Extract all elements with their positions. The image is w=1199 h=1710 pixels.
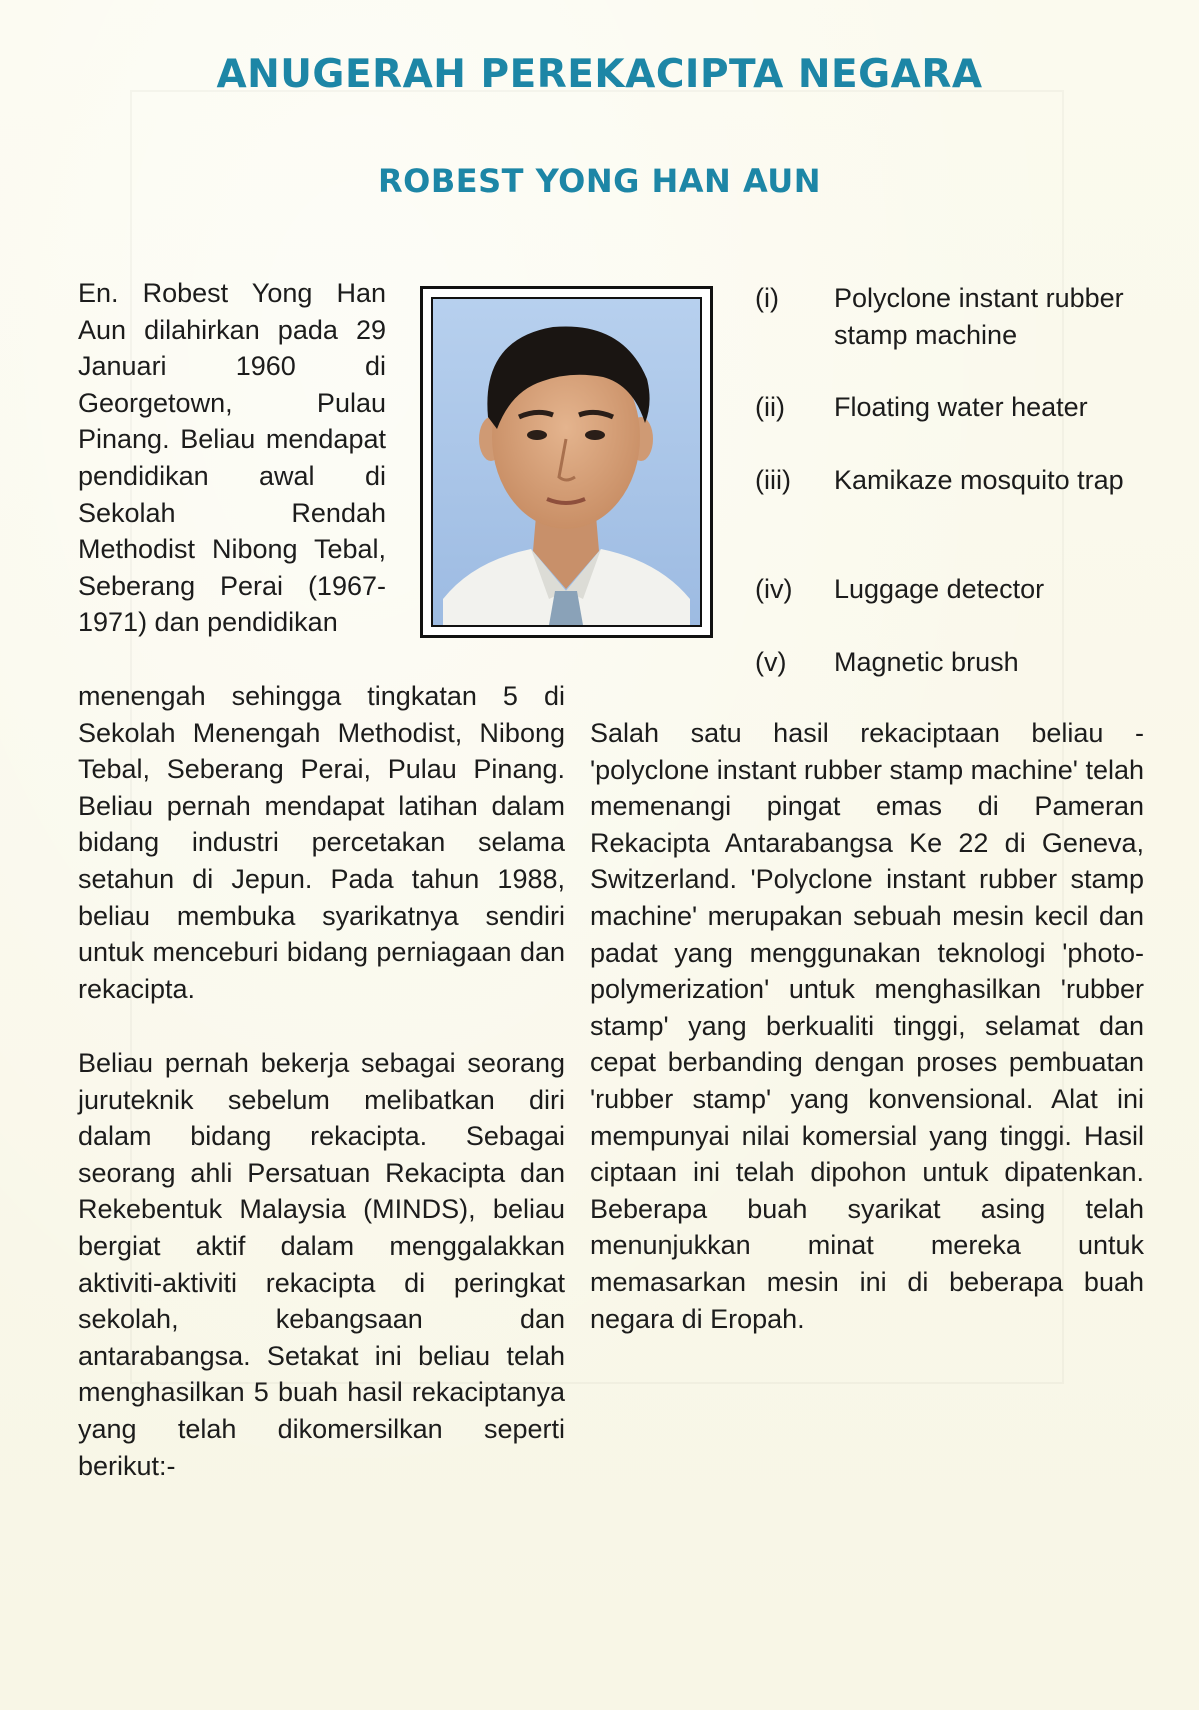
list-item-label: Luggage detector: [834, 574, 1045, 604]
list-item-label: Magnetic brush: [834, 647, 1019, 677]
career-paragraph: Beliau pernah bekerja sebagai seorang juruteknik sebelum melibatkan diri dalam bidang rekacipta. Sebagai seorang ahli Persatuan Rekacipta dan Rekebentuk Malaysia (MINDS), beliau bergiat aktif dalam menggalakkan aktiviti-aktiviti rekacipta di peringkat sekolah, kebangsaan dan antarabangsa. Setakat ini beliau telah menghasilkan 5 buah hasil rekaciptanya yang telah dikomersilkan seperti berikut:-: [78, 1048, 565, 1481]
list-item-number: (i): [755, 283, 779, 313]
inventions-list: [755, 280, 1155, 684]
list-item: [755, 389, 1155, 462]
invention-description-paragraph: Salah satu hasil rekaciptaan beliau - 'polyclone instant rubber stamp machine' telah memenangi pingat emas di Pameran Rekacipta Antarabangsa Ke 22 di Geneva, Switzerland. 'Polyclone instant rubber stamp machine' merupakan sebuah mesin kecil dan padat yang menggunakan teknologi 'photo-polymerization' untuk menghasilkan 'rubber stamp' yang berkualiti tinggi, selamat dan cepat berbanding dengan proses pembuatan 'rubber stamp' yang konvensional. Alat ini mempunyai nilai komersial yang tinggi. Hasil ciptaan ini telah dipohon untuk dipatenkan. Beberapa buah syarikat asing telah menunjukkan minat mereka untuk memasarkan mesin ini di beberapa buah negara di Eropah.: [590, 718, 1144, 1334]
list-item-label: Polyclone instant rubber stamp machine: [834, 283, 1124, 350]
biography-paragraph-part2: menengah sehingga tingkatan 5 di Sekolah Menengah Methodist, Nibong Tebal, Seberang Perai, Pulau Pinang. Beliau pernah mendapat latihan dalam bidang industri percetakan selama setahun di Jepun. Pada tahun 1988, beliau membuka syarikatnya sendiri untuk menceburi bidang perniagaan dan rekacipta.: [78, 681, 565, 1004]
list-item-label: Kamikaze mosquito trap: [834, 465, 1124, 495]
list-item-label: Floating water heater: [834, 392, 1088, 422]
list-item-number: (v): [755, 647, 787, 677]
page-title: ANUGERAH PEREKACIPTA NEGARA: [216, 52, 983, 97]
list-item: [755, 280, 1155, 389]
list-item-number: (iii): [755, 465, 791, 495]
list-item: [755, 462, 1155, 571]
portrait-image: [431, 297, 702, 627]
biography-paragraph-part1: En. Robest Yong Han Aun dilahirkan pada 29 Januari 1960 di Georgetown, Pulau Pinang. Beliau mendapat pendidikan awal di Sekolah Rendah Methodist Nibong Tebal, Seberang Perai (1967-1971) dan pendidikan: [78, 278, 386, 638]
list-item-number: (ii): [755, 392, 785, 422]
list-item-number: (iv): [755, 574, 793, 604]
list-item: [755, 571, 1155, 644]
person-name: ROBEST YONG HAN AUN: [377, 162, 822, 200]
portrait-illustration: [433, 299, 700, 625]
portrait-photo: [420, 286, 713, 638]
list-item: [755, 644, 1155, 684]
